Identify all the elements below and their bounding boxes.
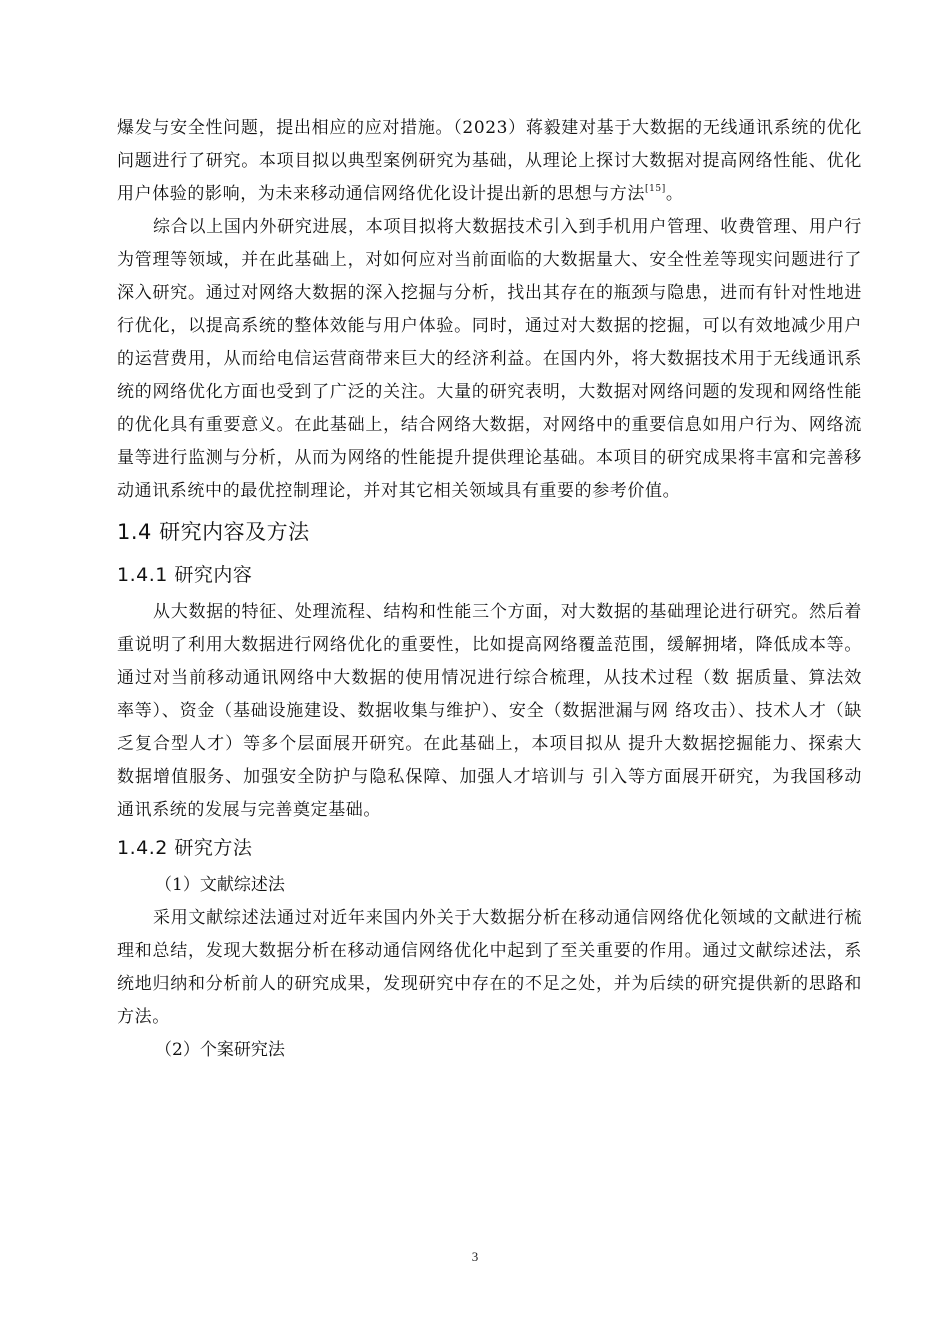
paragraph-continued (117, 112, 862, 211)
method-label-case-study: （2）个案研究法 (155, 1040, 285, 1060)
paragraph-research-content: 从大数据的特征、处理流程、结构和性能三个方面，对大数据的基础理论进行研究。然后着重说明了利用大数据进行网络优化的重要性，比如提高网络覆盖范围，缓解拥堵，降低成本等。通过对当前移动通讯网络中大数据的使用情况进行综合梳理，从技术过程（数 据质量、算法效率等）、资金（基础设施建设、数据收集与维护）、安全（数据泄漏与网 络攻击）、技术人才（缺乏复合型人才）等多个层面展开研究。在此基础上，本项目拟从 提升大数据挖掘能力、探索大数据增值服务、加强安全防护与隐私保障、加强人才培训与 引入等方面展开研究，为我国移动通讯系统的发展与完善奠定基础。 (117, 602, 862, 820)
subsection-heading-1-4-2: 1.4.2 研究方法 (117, 837, 253, 859)
paragraph-literature-review: 采用文献综述法通过对近年来国内外关于大数据分析在移动通信网络优化领域的文献进行梳理和总结，发现大数据分析在移动通信网络优化中起到了至关重要的作用。通过文献综述法，系统地归纳和分析前人的研究成果，发现研究中存在的不足之处，并为后续的研究提供新的思路和方法。 (117, 908, 862, 1027)
method-label-literature-review: （1）文献综述法 (155, 875, 285, 895)
paragraph-end-punctuation: 。 (665, 184, 684, 204)
citation-reference: [15] (645, 184, 666, 194)
page-number: 3 (471, 1249, 479, 1264)
page-content (117, 112, 862, 1067)
paragraph-summary: 综合以上国内外研究进展，本项目拟将大数据技术引入到手机用户管理、收费管理、用户行为管理等领域，并在此基础上，对如何应对当前面临的大数据量大、安全性差等现实问题进行了深入研究。通过对网络大数据的深入挖掘与分析，找出其存在的瓶颈与隐患，进而有针对性地进行优化，以提高系统的整体效能与用户体验。同时，通过对大数据的挖掘，可以有效地减少用户的运营费用，从而给电信运营商带来巨大的经济利益。在国内外，将大数据技术用于无线通讯系统的网络优化方面也受到了广泛的关注。大量的研究表明，大数据对网络问题的发现和网络性能的优化具有重要意义。在此基础上，结合网络大数据，对网络中的重要信息如用户行为、网络流量等进行监测与分析，从而为网络的性能提升提供理论基础。本项目的研究成果将丰富和完善移动通讯系统中的最优控制理论，并对其它相关领域具有重要的参考价值。 (117, 217, 862, 501)
paragraph-text: 爆发与安全性问题，提出相应的应对措施。（2023）蒋毅建对基于大数据的无线通讯系统的优化问题进行了研究。本项目拟以典型案例研究为基础，从理论上探讨大数据对提高网络性能、优化用户体验的影响，为未来移动通信网络优化设计提出新的思想与方法 (117, 118, 862, 204)
section-heading-1-4: 1.4 研究内容及方法 (117, 520, 310, 544)
subsection-heading-1-4-1: 1.4.1 研究内容 (117, 564, 253, 586)
